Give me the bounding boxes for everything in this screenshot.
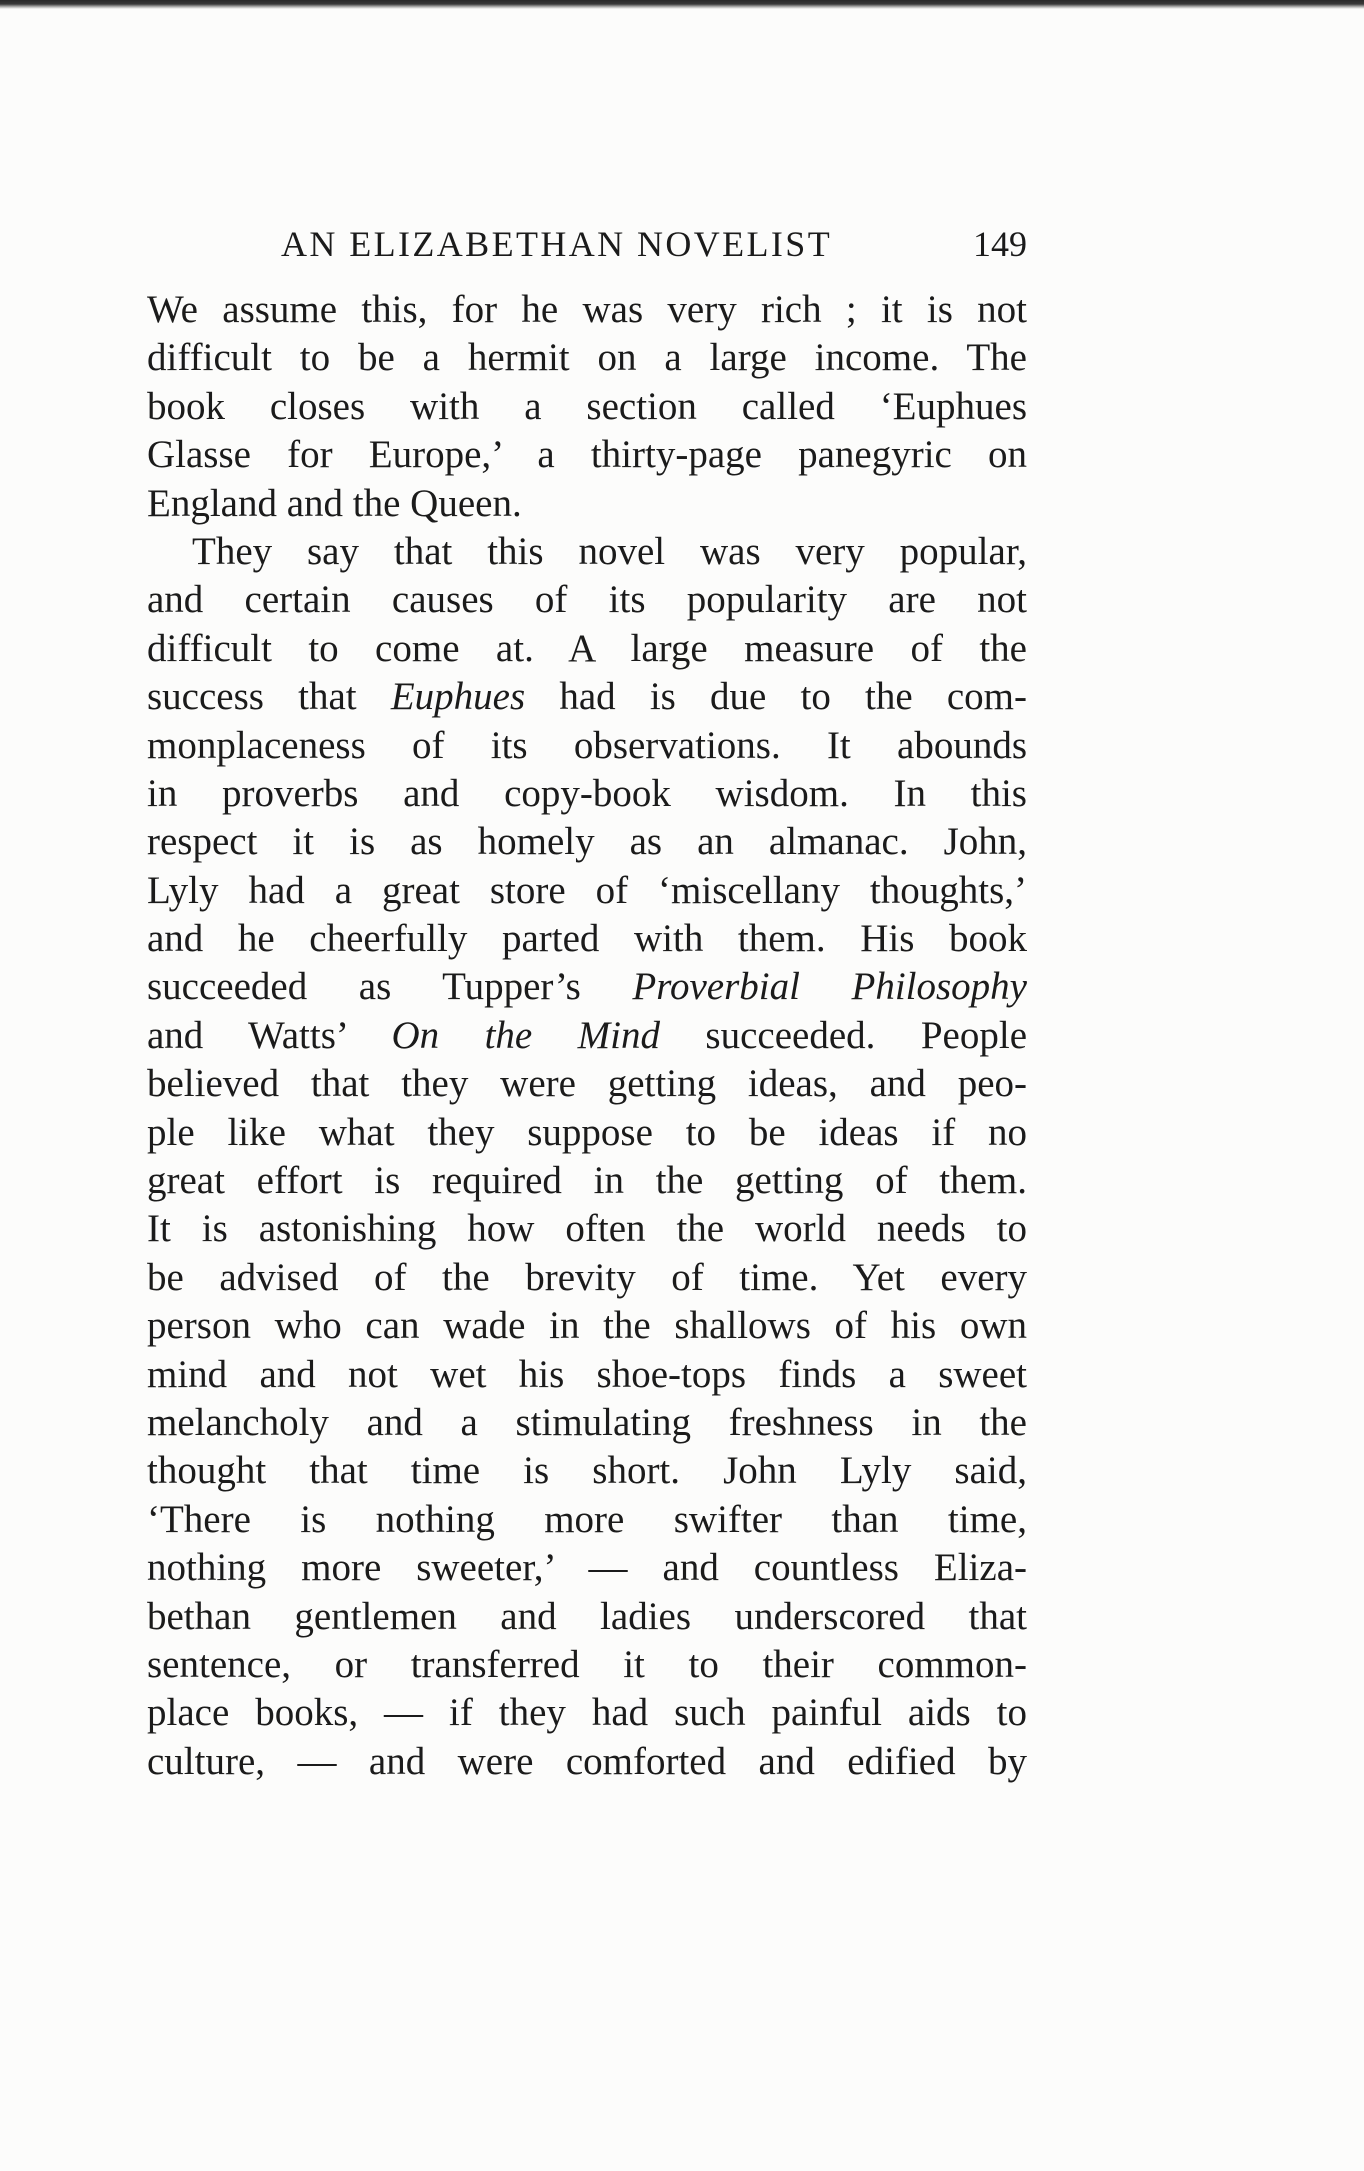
paragraph-2	[147, 528, 1027, 1786]
text-segment: succeeded as Tupper’s	[147, 965, 633, 1009]
text-line: book closes with a section called ‘Euphues	[147, 384, 1027, 428]
text-line: We assume this, for he was very rich ; it is not	[147, 288, 1027, 331]
text-line: be advised of the brevity of time. Yet every	[147, 1255, 1027, 1299]
text-line: Lyly had a great store of ‘miscellany thoughts,’	[147, 868, 1027, 912]
text-line	[147, 1012, 1027, 1060]
running-title: AN ELIZABETHAN NOVELIST	[281, 224, 833, 264]
paragraph-1	[147, 286, 1027, 528]
text-line: bethan gentlemen and ladies underscored that	[147, 1594, 1027, 1638]
text-segment: success that	[147, 675, 391, 719]
text-line: ple like what they suppose to be ideas if no	[147, 1110, 1027, 1154]
page-header	[147, 214, 1027, 274]
text-line: nothing more sweeter,’ — and countless Eliza-	[147, 1546, 1027, 1590]
text-line: thought that time is short. John Lyly said,	[147, 1449, 1027, 1493]
book-title-proverbial-philosophy: Proverbial Philosophy	[632, 965, 1027, 1009]
text-line: mind and not wet his shoe-tops finds a sweet	[147, 1352, 1027, 1396]
text-line: monplaceness of its observations. It abounds	[147, 723, 1027, 767]
text-line: England and the Queen.	[147, 481, 522, 525]
text-line	[147, 963, 1027, 1011]
body-text	[147, 286, 1027, 1786]
text-line: in proverbs and copy-book wisdom. In this	[147, 771, 1027, 815]
page-top-edge	[0, 0, 1364, 9]
text-line: sentence, or transferred it to their common-	[147, 1642, 1027, 1686]
text-line: person who can wade in the shallows of his own	[147, 1304, 1027, 1348]
text-line: It is astonishing how often the world needs to	[147, 1207, 1027, 1251]
text-line: and he cheerfully parted with them. His book	[147, 917, 1027, 961]
text-line: respect it is as homely as an almanac. John,	[147, 820, 1027, 864]
text-line: difficult to be a hermit on a large income. The	[147, 336, 1027, 380]
text-line: and certain causes of its popularity are not	[147, 578, 1027, 622]
text-line: melancholy and a stimulating freshness in the	[147, 1400, 1027, 1444]
text-segment: had is due to the com-	[525, 675, 1027, 719]
text-line	[147, 673, 1027, 721]
text-line: great effort is required in the getting of them.	[147, 1159, 1027, 1203]
text-line: ‘There is nothing more swifter than time,	[147, 1497, 1027, 1541]
text-line: difficult to come at. A large measure of the	[147, 626, 1027, 670]
text-segment: and Watts’	[147, 1013, 392, 1057]
page-number: 149	[973, 224, 1027, 264]
text-line: place books, — if they had such painful aids to	[147, 1691, 1027, 1735]
text-line: Glasse for Europe,’ a thirty-page panegyric on	[147, 433, 1027, 477]
text-line: culture, — and were comforted and edified by	[147, 1739, 1027, 1783]
text-line: believed that they were getting ideas, and peo-	[147, 1062, 1027, 1106]
book-title-on-the-mind: On the Mind	[391, 1013, 660, 1057]
text-segment: succeeded. People	[659, 1013, 1027, 1057]
text-line: They say that this novel was very popular,	[192, 529, 1027, 573]
book-title-euphues: Euphues	[390, 675, 526, 719]
